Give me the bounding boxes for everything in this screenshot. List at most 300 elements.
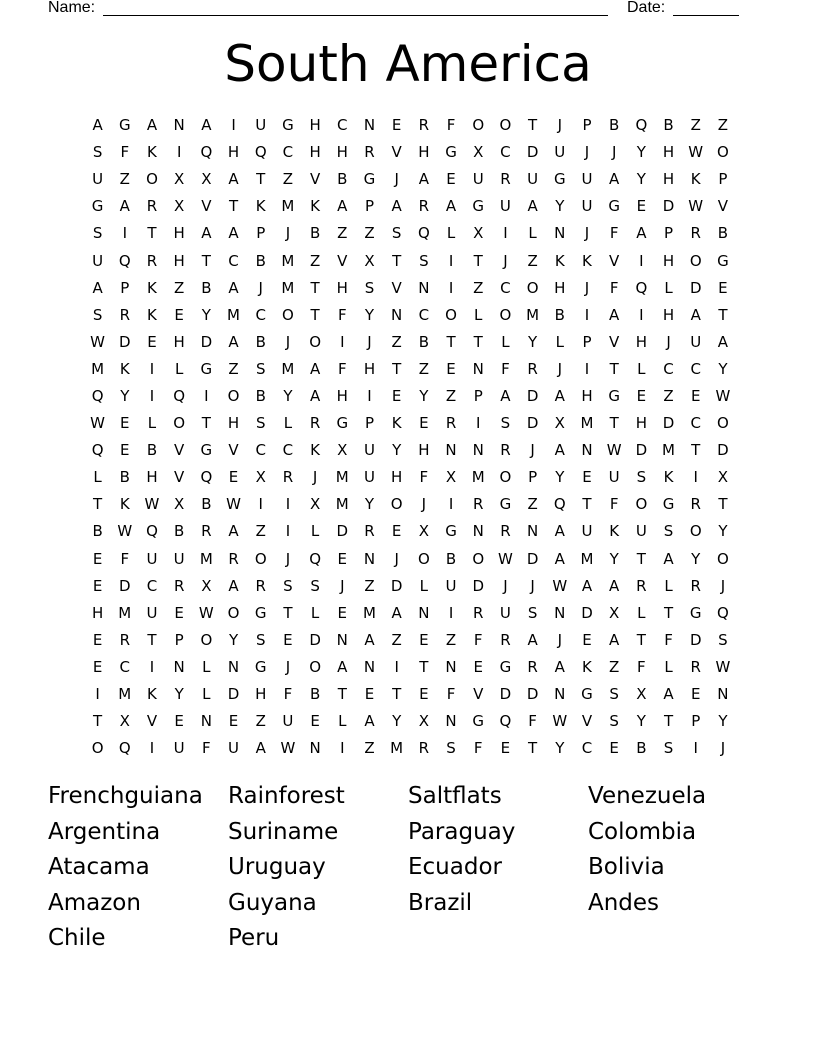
grid-letter[interactable]: Q [717,603,729,622]
grid-letter[interactable]: M [580,414,594,433]
grid-letter[interactable]: E [120,414,130,433]
grid-letter[interactable]: A [690,305,701,324]
grid-letter[interactable]: O [390,495,403,514]
grid-letter[interactable]: Q [200,468,213,487]
grid-letter[interactable]: U [581,522,593,541]
grid-letter[interactable]: E [419,685,429,704]
grid-letter[interactable]: L [664,278,673,297]
grid-letter[interactable]: J [285,549,291,568]
grid-letter[interactable]: E [636,386,647,405]
grid-letter[interactable]: Y [718,359,728,378]
grid-letter[interactable]: C [282,143,294,162]
grid-letter[interactable]: D [689,278,702,297]
grid-letter[interactable]: Z [282,170,294,189]
grid-letter[interactable]: C [282,441,294,460]
grid-letter[interactable]: O [445,305,457,324]
grid-letter[interactable]: Z [527,495,538,514]
grid-letter[interactable]: M [91,359,105,378]
grid-letter[interactable]: V [391,278,402,297]
grid-letter[interactable]: C [690,359,701,378]
grid-letter[interactable]: E [391,386,402,405]
grid-letter[interactable]: X [609,603,620,622]
grid-letter[interactable]: S [663,739,674,758]
grid-letter[interactable]: E [609,739,619,758]
grid-letter[interactable]: F [473,630,483,649]
grid-letter[interactable]: H [418,143,430,162]
grid-letter[interactable]: K [663,468,674,487]
grid-letter[interactable]: A [636,224,647,243]
grid-letter[interactable]: R [690,495,701,514]
grid-letter[interactable]: J [530,576,535,595]
grid-letter[interactable]: C [228,251,239,270]
grid-letter[interactable]: B [337,170,348,189]
grid-letter[interactable]: C [418,305,430,324]
grid-letter[interactable]: H [635,332,647,351]
grid-letter[interactable]: I [448,251,454,270]
grid-letter[interactable]: V [473,685,484,704]
grid-letter[interactable]: N [227,657,240,676]
grid-letter[interactable]: U [92,251,104,270]
grid-letter[interactable]: Y [392,712,402,731]
grid-letter[interactable]: Z [364,739,375,758]
grid-letter[interactable]: H [391,468,403,487]
grid-letter[interactable]: U [581,197,593,216]
grid-letter[interactable]: H [227,143,240,162]
grid-letter[interactable]: D [119,332,131,351]
grid-letter[interactable]: X [445,468,457,487]
grid-letter[interactable]: J [421,495,427,514]
grid-letter[interactable]: I [693,739,698,758]
grid-letter[interactable]: B [201,278,212,297]
grid-letter[interactable]: B [418,332,429,351]
grid-letter[interactable]: G [472,712,485,731]
grid-letter[interactable]: U [173,549,185,568]
grid-letter[interactable]: D [662,414,675,433]
grid-letter[interactable]: G [499,657,512,676]
grid-letter[interactable]: G [363,170,376,189]
grid-letter[interactable]: M [580,549,594,568]
grid-letter[interactable]: H [662,143,675,162]
grid-letter[interactable]: D [717,441,729,460]
grid-letter[interactable]: Z [690,116,701,135]
grid-letter[interactable]: I [476,414,481,433]
grid-letter[interactable]: Z [445,386,457,405]
grid-letter[interactable]: E [718,278,728,297]
grid-letter[interactable]: I [448,278,454,297]
grid-letter[interactable]: X [174,495,185,514]
grid-letter[interactable]: A [527,630,538,649]
grid-letter[interactable]: G [472,197,485,216]
grid-letter[interactable]: D [499,685,512,704]
grid-letter[interactable]: W [226,495,241,514]
grid-letter[interactable]: N [418,278,430,297]
grid-letter[interactable]: D [526,685,539,704]
grid-letter[interactable]: V [609,251,620,270]
grid-letter[interactable]: B [119,468,130,487]
grid-letter[interactable]: T [609,359,619,378]
grid-letter[interactable]: A [554,441,565,460]
grid-letter[interactable]: P [364,414,374,433]
grid-letter[interactable]: O [417,549,430,568]
grid-letter[interactable]: H [91,603,104,622]
grid-letter[interactable]: J [557,359,562,378]
grid-letter[interactable]: M [335,495,349,514]
grid-letter[interactable]: B [255,251,266,270]
grid-letter[interactable]: H [309,143,321,162]
grid-letter[interactable]: Y [174,685,184,704]
grid-letter[interactable]: T [473,251,483,270]
grid-letter[interactable]: I [149,657,155,676]
name-blank-line[interactable] [103,15,608,16]
grid-letter[interactable]: Y [718,522,728,541]
grid-letter[interactable]: Z [174,278,185,297]
grid-letter[interactable]: Z [309,251,321,270]
grid-letter[interactable]: B [255,386,266,405]
grid-letter[interactable]: A [418,170,429,189]
grid-letter[interactable]: I [149,359,155,378]
grid-letter[interactable]: S [310,576,320,595]
grid-letter[interactable]: G [689,603,702,622]
grid-letter[interactable]: D [227,685,240,704]
grid-letter[interactable]: N [554,224,566,243]
grid-letter[interactable]: X [473,224,484,243]
grid-letter[interactable]: J [285,657,291,676]
grid-letter[interactable]: O [472,116,485,135]
grid-letter[interactable]: P [691,712,701,731]
grid-letter[interactable]: Q [118,251,131,270]
grid-letter[interactable]: S [609,685,619,704]
grid-letter[interactable]: V [174,441,185,460]
grid-letter[interactable]: Q [91,441,104,460]
grid-letter[interactable]: R [146,197,158,216]
grid-letter[interactable]: W [497,549,513,568]
grid-letter[interactable]: Z [663,386,674,405]
grid-letter[interactable]: I [176,143,182,162]
grid-letter[interactable]: H [146,468,158,487]
grid-letter[interactable]: O [227,603,240,622]
grid-letter[interactable]: M [335,468,349,487]
grid-letter[interactable]: N [445,441,457,460]
grid-letter[interactable]: I [503,224,508,243]
grid-letter[interactable]: R [500,170,511,189]
grid-letter[interactable]: P [120,278,130,297]
grid-letter[interactable]: R [228,549,239,568]
grid-letter[interactable]: E [92,549,103,568]
grid-letter[interactable]: W [715,657,731,676]
grid-letter[interactable]: B [554,305,565,324]
grid-letter[interactable]: E [391,522,402,541]
grid-letter[interactable]: R [418,739,430,758]
grid-letter[interactable]: O [309,657,321,676]
grid-letter[interactable]: K [147,143,157,162]
grid-letter[interactable]: S [92,224,103,243]
grid-letter[interactable]: S [92,143,103,162]
grid-letter[interactable]: J [720,576,726,595]
grid-letter[interactable]: E [310,712,320,731]
grid-letter[interactable]: E [582,468,592,487]
grid-letter[interactable]: V [581,712,593,731]
grid-letter[interactable]: D [689,630,702,649]
grid-letter[interactable]: K [147,278,157,297]
grid-letter[interactable]: N [200,712,212,731]
grid-letter[interactable]: F [446,116,456,135]
grid-letter[interactable]: E [174,712,184,731]
grid-letter[interactable]: K [582,251,592,270]
grid-letter[interactable]: H [227,414,240,433]
grid-letter[interactable]: O [91,739,104,758]
grid-letter[interactable]: H [336,386,348,405]
grid-letter[interactable]: Z [527,251,538,270]
grid-letter[interactable]: I [285,495,291,514]
grid-letter[interactable]: S [419,251,429,270]
grid-letter[interactable]: T [636,630,646,649]
grid-letter[interactable]: L [474,305,483,324]
grid-letter[interactable]: E [690,386,701,405]
grid-letter[interactable]: F [609,495,619,514]
grid-letter[interactable]: B [309,685,321,704]
grid-letter[interactable]: F [337,359,347,378]
grid-letter[interactable]: A [364,712,375,731]
grid-letter[interactable]: F [501,359,510,378]
grid-letter[interactable]: A [500,386,511,405]
grid-letter[interactable]: E [228,712,239,731]
grid-letter[interactable]: B [174,522,185,541]
grid-letter[interactable]: M [281,359,295,378]
grid-letter[interactable]: A [609,576,620,595]
grid-letter[interactable]: Y [555,468,565,487]
grid-letter[interactable]: G [254,603,267,622]
grid-letter[interactable]: N [526,522,539,541]
grid-letter[interactable]: R [309,414,321,433]
grid-letter[interactable]: H [662,170,675,189]
grid-letter[interactable]: L [637,359,646,378]
grid-letter[interactable]: J [557,116,562,135]
grid-letter[interactable]: J [394,170,399,189]
grid-letter[interactable]: J [584,278,590,297]
grid-letter[interactable]: R [445,414,457,433]
grid-letter[interactable]: T [256,170,266,189]
grid-letter[interactable]: I [584,359,590,378]
grid-letter[interactable]: F [202,739,211,758]
grid-letter[interactable]: Q [200,143,213,162]
grid-letter[interactable]: U [690,332,702,351]
grid-letter[interactable]: Q [417,224,430,243]
grid-letter[interactable]: A [554,386,565,405]
grid-letter[interactable]: Q [309,549,321,568]
grid-letter[interactable]: R [527,657,538,676]
grid-letter[interactable]: N [581,441,593,460]
grid-letter[interactable]: A [201,224,212,243]
grid-letter[interactable]: F [446,685,456,704]
grid-letter[interactable]: A [201,116,212,135]
grid-letter[interactable]: T [310,305,320,324]
grid-letter[interactable]: I [639,251,644,270]
grid-letter[interactable]: K [147,685,157,704]
grid-letter[interactable]: T [663,603,674,622]
grid-letter[interactable]: U [554,143,566,162]
grid-letter[interactable]: H [581,386,593,405]
grid-letter[interactable]: M [662,441,675,460]
grid-letter[interactable]: D [309,630,321,649]
grid-letter[interactable]: A [609,630,620,649]
grid-letter[interactable]: G [553,170,566,189]
grid-letter[interactable]: B [255,332,266,351]
grid-letter[interactable]: A [228,332,239,351]
grid-letter[interactable]: V [228,441,239,460]
grid-letter[interactable]: R [500,522,511,541]
grid-letter[interactable]: G [336,414,349,433]
grid-letter[interactable]: A [309,359,321,378]
grid-letter[interactable]: T [718,305,728,324]
grid-letter[interactable]: F [664,630,673,649]
grid-letter[interactable]: N [445,712,457,731]
grid-letter[interactable]: P [364,197,374,216]
grid-letter[interactable]: T [636,549,646,568]
grid-letter[interactable]: T [337,685,347,704]
grid-letter[interactable]: X [418,712,429,731]
grid-letter[interactable]: O [499,468,512,487]
grid-letter[interactable]: G [662,495,675,514]
grid-letter[interactable]: M [199,549,213,568]
grid-letter[interactable]: G [118,116,131,135]
grid-letter[interactable]: Y [555,739,565,758]
grid-letter[interactable]: J [584,143,590,162]
grid-letter[interactable]: U [363,468,375,487]
grid-letter[interactable]: O [689,522,702,541]
grid-letter[interactable]: O [309,332,321,351]
grid-letter[interactable]: U [363,441,375,460]
grid-letter[interactable]: H [173,332,185,351]
grid-letter[interactable]: L [147,414,157,433]
grid-letter[interactable]: P [582,332,592,351]
grid-letter[interactable]: R [690,657,701,676]
grid-letter[interactable]: A [581,576,593,595]
grid-letter[interactable]: O [717,549,729,568]
grid-letter[interactable]: I [149,739,155,758]
grid-letter[interactable]: Z [337,224,348,243]
grid-letter[interactable]: C [690,414,701,433]
grid-letter[interactable]: G [499,495,512,514]
grid-letter[interactable]: E [120,441,130,460]
grid-letter[interactable]: C [119,657,131,676]
grid-letter[interactable]: S [255,630,266,649]
grid-letter[interactable]: J [611,143,617,162]
grid-letter[interactable]: Z [717,116,729,135]
grid-letter[interactable]: K [554,251,565,270]
grid-letter[interactable]: T [528,116,538,135]
grid-letter[interactable]: A [337,197,348,216]
grid-letter[interactable]: X [337,441,348,460]
grid-letter[interactable]: L [555,332,564,351]
grid-letter[interactable]: U [146,603,158,622]
grid-letter[interactable]: N [363,549,376,568]
grid-letter[interactable]: C [500,278,511,297]
grid-letter[interactable]: A [527,197,538,216]
grid-letter[interactable]: Q [146,522,158,541]
grid-letter[interactable]: P [664,224,674,243]
grid-letter[interactable]: B [309,224,321,243]
grid-letter[interactable]: R [119,630,130,649]
grid-letter[interactable]: N [173,657,185,676]
grid-letter[interactable]: S [500,414,511,433]
grid-letter[interactable]: E [364,685,375,704]
grid-letter[interactable]: Q [254,143,267,162]
grid-letter[interactable]: U [173,739,185,758]
grid-letter[interactable]: B [92,522,103,541]
grid-letter[interactable]: H [418,441,430,460]
grid-letter[interactable]: E [92,576,103,595]
grid-letter[interactable]: S [446,739,456,758]
grid-letter[interactable]: E [690,685,701,704]
grid-letter[interactable]: O [717,414,729,433]
grid-letter[interactable]: R [418,197,430,216]
grid-letter[interactable]: A [228,522,239,541]
grid-letter[interactable]: C [255,305,266,324]
grid-letter[interactable]: J [312,468,318,487]
grid-letter[interactable]: D [526,386,539,405]
grid-letter[interactable]: O [717,143,729,162]
grid-letter[interactable]: M [471,468,485,487]
grid-letter[interactable]: O [282,305,294,324]
grid-letter[interactable]: A [228,224,239,243]
grid-letter[interactable]: E [92,630,103,649]
grid-letter[interactable]: N [309,739,321,758]
grid-letter[interactable]: A [554,657,565,676]
grid-letter[interactable]: Y [364,305,375,324]
grid-letter[interactable]: W [552,712,568,731]
grid-letter[interactable]: A [228,278,239,297]
grid-letter[interactable]: M [118,685,132,704]
grid-letter[interactable]: G [91,197,104,216]
grid-letter[interactable]: B [201,495,212,514]
grid-letter[interactable]: B [609,116,620,135]
grid-letter[interactable]: O [173,414,186,433]
grid-letter[interactable]: L [310,522,320,541]
grid-letter[interactable]: B [663,116,674,135]
grid-letter[interactable]: A [445,197,457,216]
grid-letter[interactable]: K [391,414,402,433]
grid-letter[interactable]: A [717,332,729,351]
grid-letter[interactable]: T [93,712,103,731]
grid-letter[interactable]: T [663,712,674,731]
grid-letter[interactable]: V [174,468,185,487]
grid-letter[interactable]: G [717,251,729,270]
grid-letter[interactable]: J [503,251,508,270]
grid-letter[interactable]: R [282,468,294,487]
grid-letter[interactable]: L [664,657,673,676]
grid-letter[interactable]: J [367,332,372,351]
grid-letter[interactable]: B [146,441,158,460]
grid-letter[interactable]: P [174,630,184,649]
grid-letter[interactable]: Q [635,116,648,135]
grid-letter[interactable]: E [446,170,456,189]
grid-letter[interactable]: D [200,332,213,351]
grid-letter[interactable]: I [204,386,209,405]
grid-letter[interactable]: A [92,278,103,297]
grid-letter[interactable]: N [554,685,566,704]
grid-letter[interactable]: Z [364,224,375,243]
grid-letter[interactable]: R [364,522,375,541]
grid-letter[interactable]: Z [473,278,484,297]
grid-letter[interactable]: T [419,657,429,676]
grid-letter[interactable]: N [391,305,403,324]
grid-letter[interactable]: E [147,332,157,351]
grid-letter[interactable]: E [228,468,239,487]
grid-letter[interactable]: E [419,414,429,433]
grid-letter[interactable]: N [445,657,457,676]
grid-letter[interactable]: F [528,712,537,731]
grid-letter[interactable]: T [392,685,402,704]
